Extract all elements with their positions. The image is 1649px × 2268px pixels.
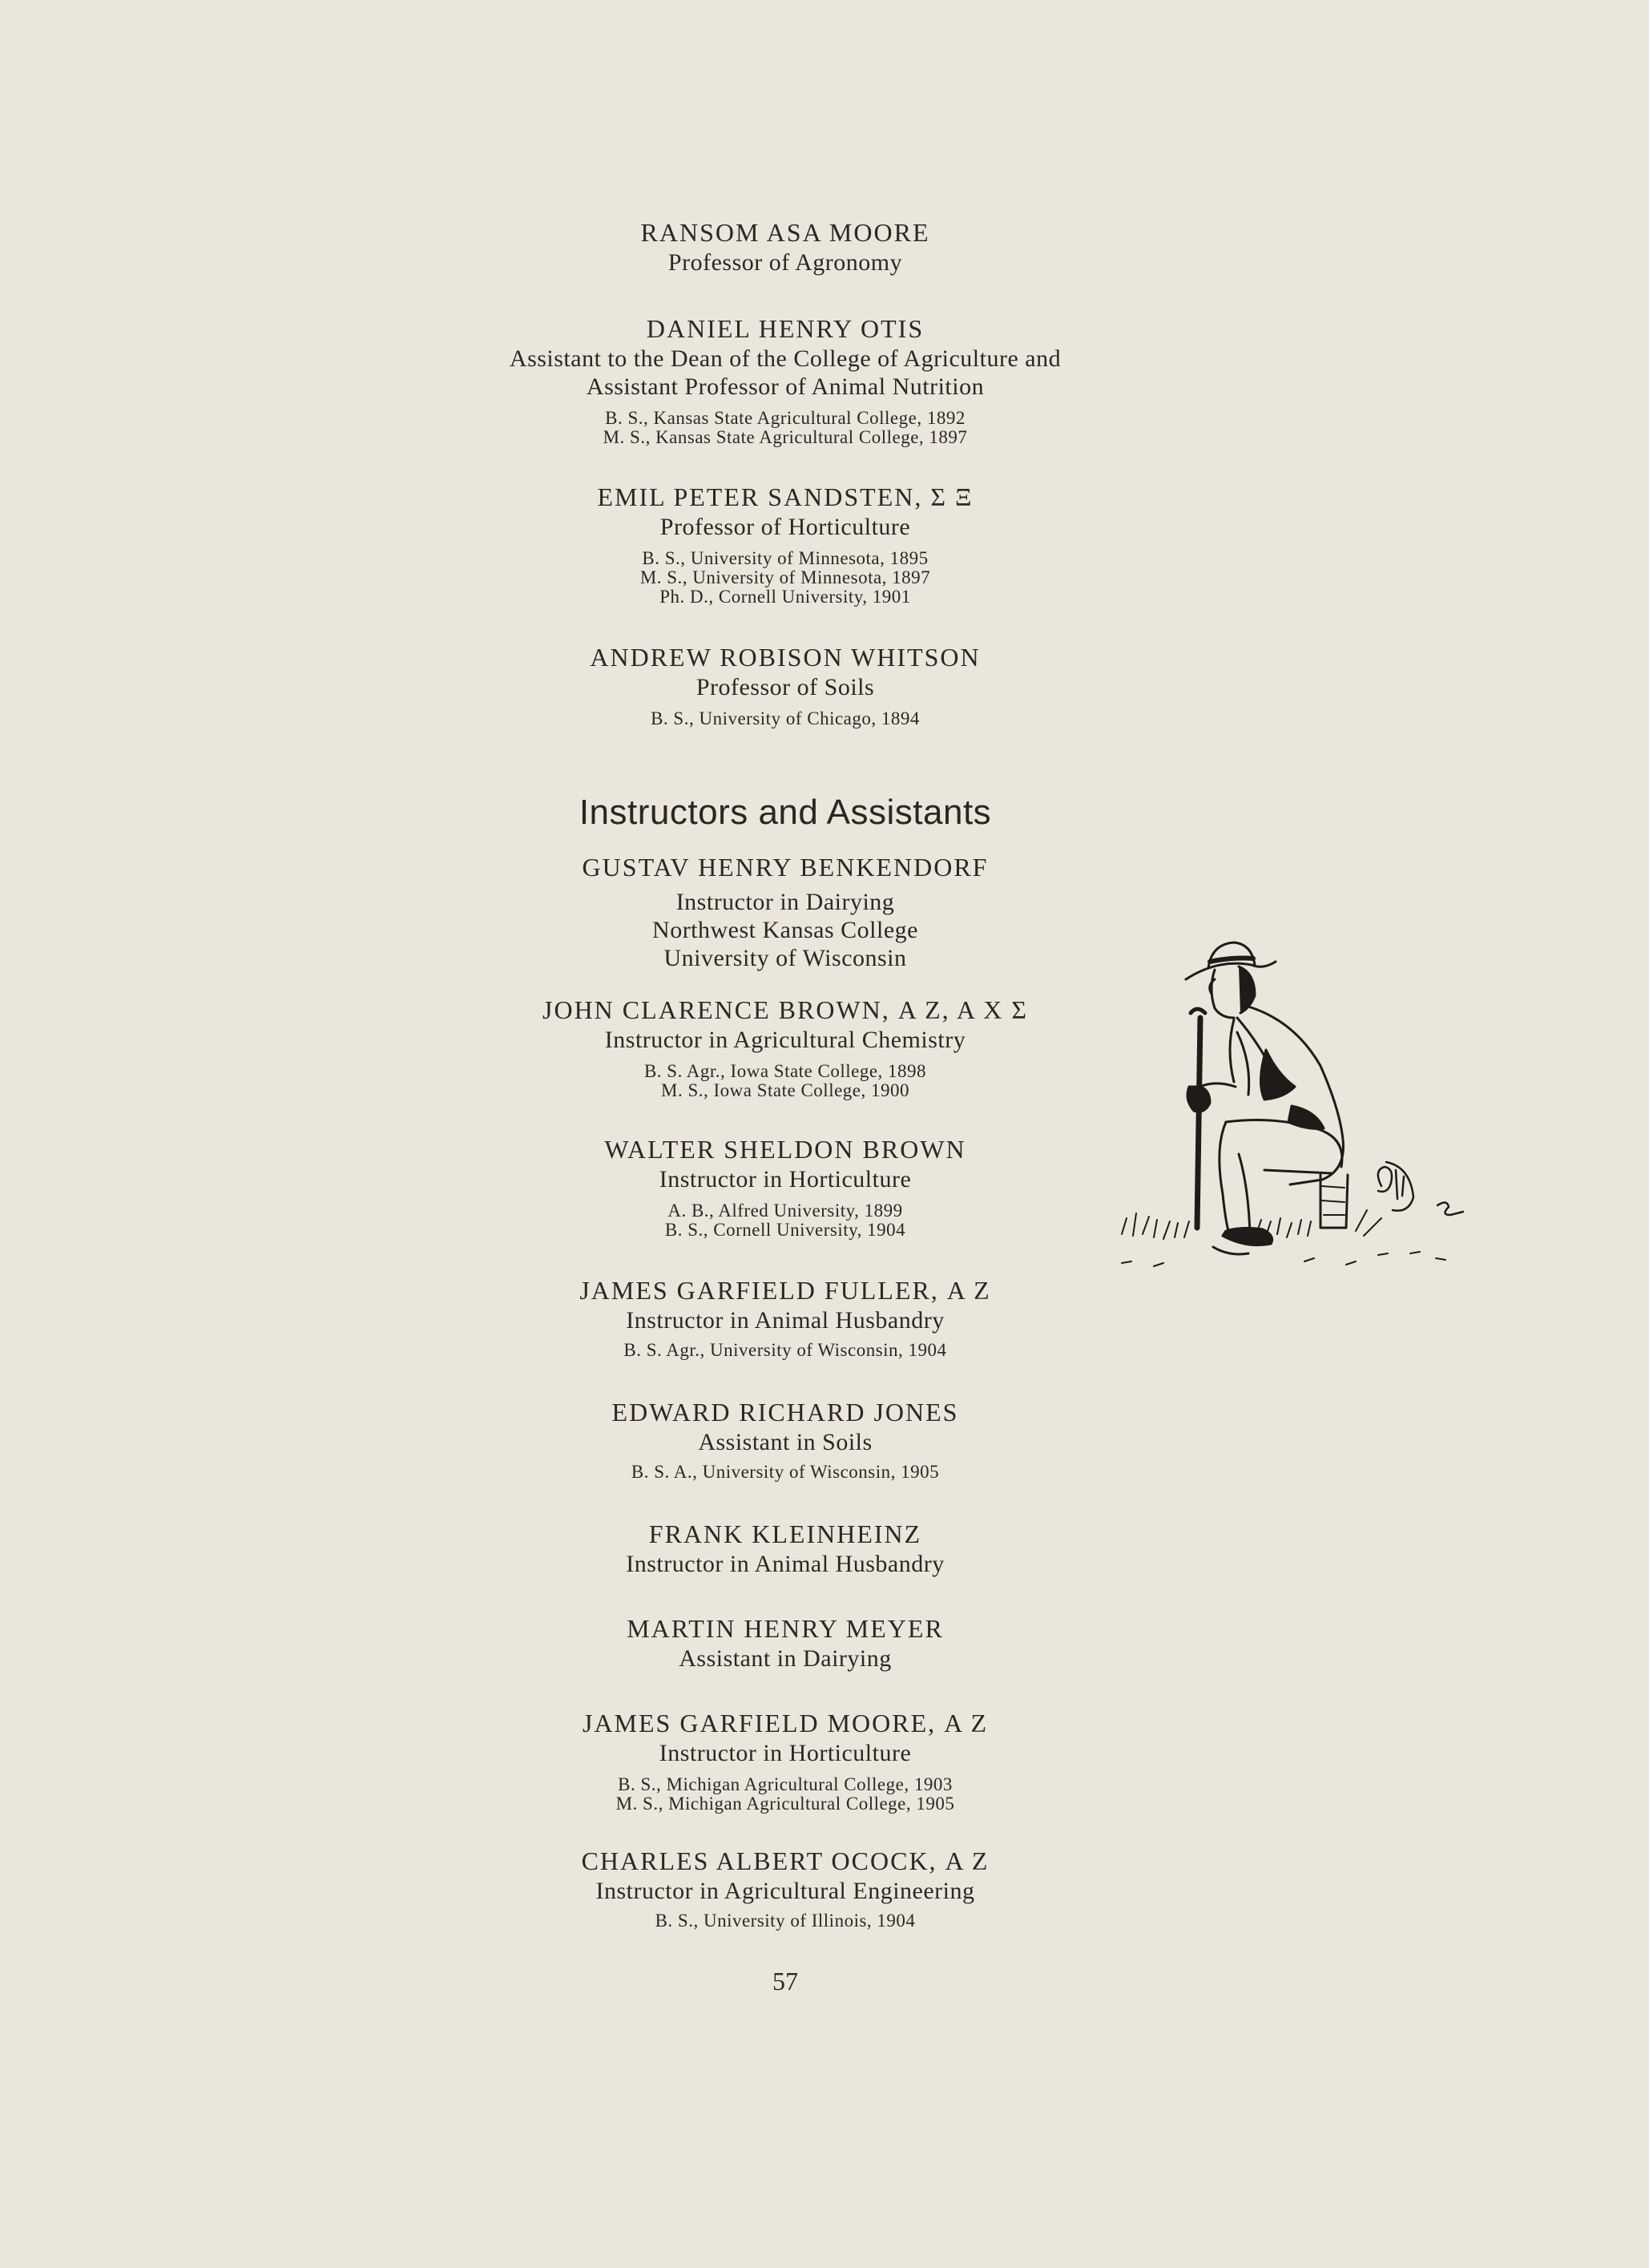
faculty-title: Assistant to the Dean of the College of Agriculture and — [509, 345, 1062, 372]
instructor-title: University of Wisconsin — [663, 945, 907, 971]
instructor-title: Northwest Kansas College — [652, 917, 918, 943]
faculty-name: DANIEL HENRY OTIS — [646, 314, 925, 343]
instructor-degree: B. S., University of Illinois, 1904 — [655, 1911, 916, 1931]
faculty-name: EMIL PETER SANDSTEN, Σ Ξ — [597, 482, 974, 511]
instructor-entry — [385, 851, 1186, 972]
instructor-name: JOHN CLARENCE BROWN, Α Ζ, Α Χ Σ — [542, 995, 1028, 1024]
faculty-degree: B. S., University of Minnesota, 1895 — [642, 548, 929, 568]
instructor-entry — [385, 1612, 1186, 1673]
instructor-degree: A. B., Alfred University, 1899 — [667, 1201, 903, 1221]
instructor-entry — [385, 1518, 1186, 1578]
instructor-entry — [385, 1133, 1186, 1240]
instructor-degree: B. S. Agr., Iowa State College, 1898 — [643, 1061, 927, 1081]
instructor-entry — [385, 1707, 1186, 1814]
instructor-degree: B. S. A., University of Wisconsin, 1905 — [631, 1462, 940, 1482]
faculty-name: ANDREW ROBISON WHITSON — [590, 643, 981, 672]
instructor-name: JAMES GARFIELD FULLER, Α Ζ — [579, 1276, 991, 1305]
faculty-title: Professor of Horticulture — [659, 514, 911, 540]
instructor-title: Assistant in Dairying — [679, 1645, 892, 1672]
section-heading: Instructors and Assistants — [579, 793, 992, 832]
faculty-entry — [385, 216, 1186, 276]
faculty-degree: B. S., University of Chicago, 1894 — [651, 708, 920, 728]
instructor-title: Instructor in Horticulture — [659, 1166, 912, 1193]
faculty-degree: Ph. D., Cornell University, 1901 — [659, 587, 911, 607]
instructor-title: Instructor in Animal Husbandry — [626, 1307, 945, 1334]
faculty-entry — [385, 481, 1186, 607]
instructor-title: Instructor in Dairying — [675, 889, 895, 915]
instructor-title: Instructor in Animal Husbandry — [626, 1551, 945, 1577]
instructor-name: WALTER SHELDON BROWN — [604, 1135, 966, 1164]
faculty-degree: B. S., Kansas State Agricultural College, 1892 — [605, 408, 966, 428]
faculty-entry — [385, 313, 1186, 447]
instructor-name: GUSTAV HENRY BENKENDORF — [582, 853, 989, 882]
faculty-title: Assistant Professor of Animal Nutrition — [586, 373, 985, 400]
faculty-title: Professor of Agronomy — [667, 249, 903, 276]
faculty-degree: M. S., University of Minnesota, 1897 — [639, 567, 931, 587]
instructor-name: MARTIN HENRY MEYER — [627, 1614, 944, 1643]
faculty-entry — [385, 641, 1186, 728]
instructor-entry — [385, 1396, 1186, 1482]
instructor-degree: M. S., Iowa State College, 1900 — [661, 1080, 909, 1100]
faculty-title: Professor of Soils — [695, 674, 875, 700]
instructor-title: Assistant in Soils — [698, 1429, 873, 1455]
instructor-name: EDWARD RICHARD JONES — [611, 1398, 959, 1427]
instructor-degree: M. S., Michigan Agricultural College, 1905 — [615, 1794, 955, 1814]
instructor-title: Instructor in Agricultural Chemistry — [604, 1027, 966, 1053]
faculty-degree: M. S., Kansas State Agricultural College, 1897 — [603, 427, 968, 447]
page-number: 57 — [772, 1967, 798, 1996]
instructor-entry — [385, 994, 1186, 1100]
instructor-degree: B. S., Cornell University, 1904 — [664, 1220, 906, 1240]
instructor-title: Instructor in Horticulture — [659, 1740, 912, 1766]
instructor-name: CHARLES ALBERT OCOCK, Α Ζ — [581, 1846, 990, 1875]
instructor-name: JAMES GARFIELD MOORE, Α Ζ — [582, 1709, 989, 1737]
instructor-title: Instructor in Agricultural Engineering — [595, 1878, 975, 1904]
instructor-entry — [385, 1274, 1186, 1360]
instructor-degree: B. S., Michigan Agricultural College, 1903 — [618, 1774, 953, 1794]
instructor-entry — [385, 1845, 1186, 1931]
seated-man-with-cane-sketch-icon — [1106, 930, 1474, 1298]
instructor-name: FRANK KLEINHEINZ — [648, 1519, 922, 1548]
instructor-degree: B. S. Agr., University of Wisconsin, 1904 — [623, 1340, 947, 1360]
faculty-name: RANSOM ASA MOORE — [640, 218, 930, 247]
